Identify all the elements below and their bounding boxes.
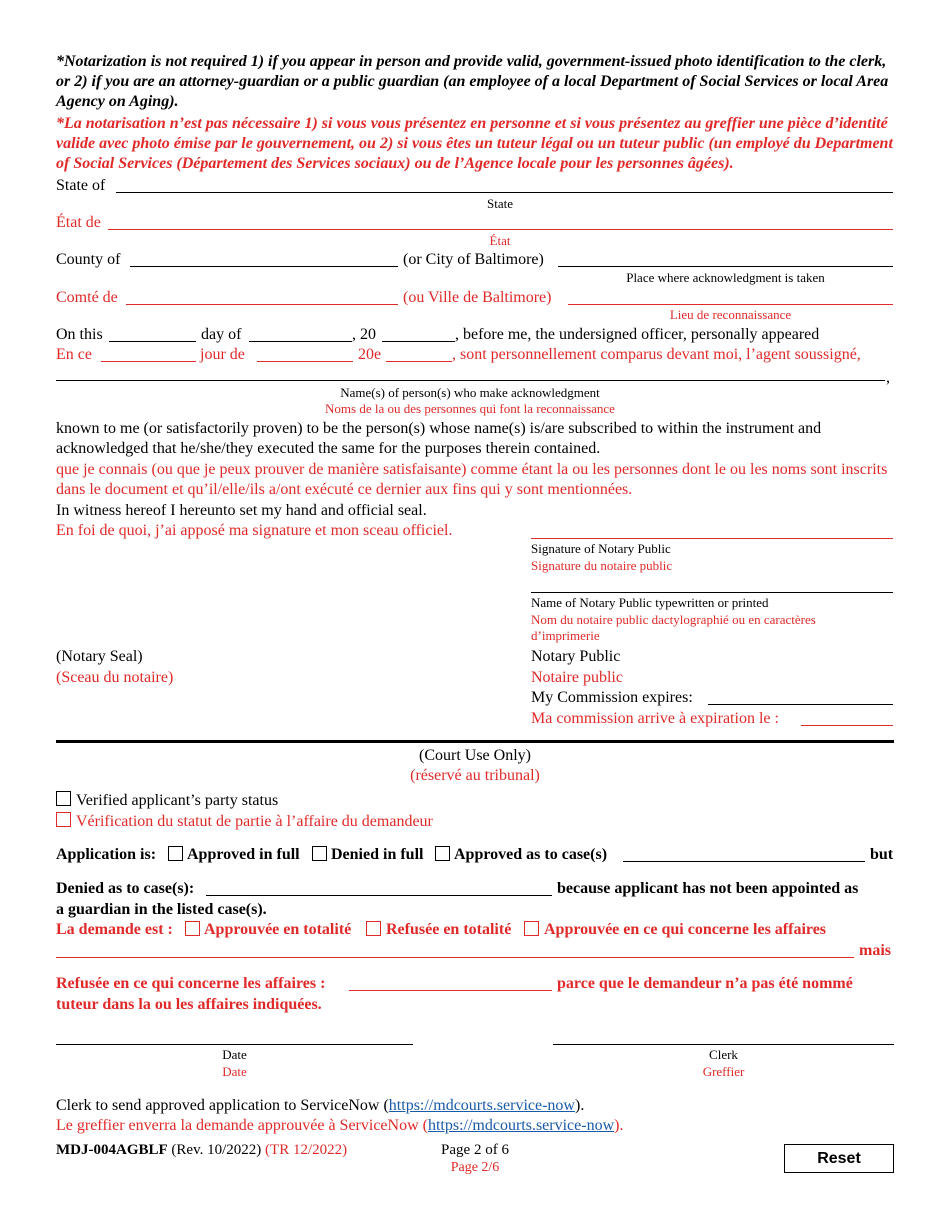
send-instruction-fr: Le greffier enverra la demande approuvée à ServiceNow (https://mdcourts.service-now). [56,1117,624,1134]
day-of-label-fr: jour de [200,346,245,363]
reset-button[interactable]: Reset [784,1144,894,1173]
state-label-fr: État de [56,214,101,231]
application-is-label: Application is: [56,846,157,863]
notary-sig-caption: Signature of Notary Public [531,541,671,556]
denied-cases-label: Denied as to case(s): [56,880,195,897]
commission-label: My Commission expires: [531,689,693,706]
approved-cases-field[interactable] [623,861,865,862]
approved-cases-label-fr: Approuvée en ce qui concerne les affaires [544,921,827,938]
city-label: (or City of Baltimore) [403,251,544,268]
page-number-fr: Page 2/6 [450,1160,500,1175]
but-label: but [870,846,894,863]
denied-full-checkbox[interactable] [312,846,327,861]
servicenow-link-fr[interactable]: https://mdcourts.service-now [427,1117,615,1134]
county-field-fr[interactable] [126,304,398,305]
form-id: MDJ-004AGBLF [56,1142,168,1158]
before-me-text: , before me, the undersigned officer, personally appeared [455,326,820,343]
year-prefix-fr: 20e [358,346,382,363]
form-tr: (TR 12/2022) [265,1142,348,1158]
state-field[interactable] [116,192,893,193]
verified-status-label-fr: Vérification du statut de partie à l’affaire du demandeur [76,813,433,830]
state-caption-fr: État [489,233,511,248]
notary-name-field[interactable] [531,592,893,593]
notary-signature-field[interactable] [531,538,893,539]
month-field[interactable] [249,341,352,342]
approved-full-checkbox[interactable] [168,846,183,861]
on-this-label: On this [56,326,103,343]
page-number: Page 2 of 6 [441,1142,509,1158]
place-field-fr[interactable] [568,304,893,305]
verified-status-checkbox[interactable] [56,791,71,806]
date-caption: Date [222,1047,247,1062]
denied-cases-field[interactable] [206,895,552,896]
commission-field-fr[interactable] [801,725,893,726]
date-caption-fr: Date [222,1064,247,1079]
approved-full-checkbox-fr[interactable] [185,921,200,936]
witness-text-en: In witness hereof I hereunto set my hand and official seal. [56,502,427,519]
approved-full-label-fr: Approuvée en totalité [204,921,352,938]
date-field[interactable] [56,1044,413,1045]
notice-fr: *La notarisation n’est pas nécessaire 1) si vous vous présentez en personne et si vous présentez au greffier une pièce d’identité valide avec photo émise par le gouvernement, ou 2) si vous êtes un tuteur légal ou un tuteur public (un employé du Department of Social Services (Département des Services sociaux) ou de l’Agence locale pour les personnes âgées). [56,115,893,172]
state-field-fr[interactable] [108,229,893,230]
notary-title: Notary Public [531,648,621,665]
notary-name-caption-fr-1: Nom du notaire public dactylographié ou en caractères [531,612,816,627]
year-field-fr[interactable] [386,361,452,362]
servicenow-link[interactable]: https://mdcourts.service-now [388,1097,575,1114]
notary-title-fr: Notaire public [531,669,623,686]
county-field[interactable] [130,266,398,267]
county-label-fr: Comté de [56,289,118,306]
commission-field[interactable] [708,704,893,705]
commission-label-fr: Ma commission arrive à expiration le : [531,710,779,727]
clerk-caption-fr: Greffier [702,1064,745,1079]
before-me-text-fr: , sont personnellement comparus devant moi, l’agent soussigné, [452,346,861,363]
place-field[interactable] [558,266,893,267]
notary-seal-label: (Notary Seal) [56,648,143,665]
names-field[interactable] [56,380,885,381]
place-caption-fr: Lieu de reconnaissance [669,307,792,322]
notary-name-caption-fr-2: d’imprimerie [531,628,600,643]
day-of-label: day of [201,326,242,343]
because-label-fr: parce que le demandeur n’a pas été nommé [557,975,853,992]
city-label-fr: (ou Ville de Baltimore) [403,289,552,306]
known-text-fr: que je connais (ou que je peux prouver de manière satisfaisante) comme étant la ou les personnes dont le ou les noms sont inscrits dans le document et qu’il/elle/ils a/ont exécuté ce dernier aux fins qui y sont mentionnées. [56,461,888,498]
application-is-label-fr: La demande est : [56,921,173,938]
month-field-fr[interactable] [257,361,353,362]
approved-cases-checkbox-fr[interactable] [524,921,539,936]
because-label: because applicant has not been appointed as [557,880,859,897]
year-prefix: , 20 [352,326,376,343]
form-footer [56,1141,347,1160]
but-label-fr: mais [859,942,891,959]
county-label: County of [56,251,121,268]
verified-status-label: Verified applicant’s party status [76,792,279,809]
section-divider [56,740,894,743]
year-field[interactable] [382,341,455,342]
on-this-label-fr: En ce [56,346,92,363]
denied-full-label: Denied in full [331,846,424,863]
form-rev: (Rev. 10/2022) [171,1142,262,1158]
witness-text-fr: En foi de quoi, j’ai apposé ma signature et mon sceau officiel. [56,522,453,539]
names-comma: , [886,369,890,386]
denied-full-checkbox-fr[interactable] [366,921,381,936]
known-text-en: known to me (or satisfactorily proven) to be the person(s) whose name(s) is/are subscribed to within the instrument and acknowledged that he/she/they executed the same for the purposes therein contained. [56,420,822,457]
notice-en: *Notarization is not required 1) if you appear in person and provide valid, government-issued photo identification to the clerk, or 2) if you are an attorney-guardian or a public guardian (an employee of a local Department of Social Services or local Area Agency on Aging). [56,53,889,110]
denied-full-label-fr: Refusée en totalité [386,921,512,938]
clerk-field[interactable] [553,1044,894,1045]
state-caption: State [487,196,513,211]
names-caption: Name(s) of person(s) who make acknowledgment [340,385,600,400]
guardian-listed-label-fr: tuteur dans la ou les affaires indiquées. [56,996,322,1013]
notary-seal-label-fr: (Sceau du notaire) [56,669,174,686]
notary-sig-caption-fr: Signature du notaire public [531,558,673,573]
approved-cases-checkbox[interactable] [435,846,450,861]
court-use-heading: (Court Use Only) [419,747,531,764]
notary-name-caption: Name of Notary Public typewritten or printed [531,595,769,610]
state-label: State of [56,177,106,194]
day-field[interactable] [109,341,196,342]
denied-cases-field-fr[interactable] [349,990,552,991]
verified-status-checkbox-fr[interactable] [56,812,71,827]
denied-cases-label-fr: Refusée en ce qui concerne les affaires : [56,975,326,992]
clerk-caption: Clerk [709,1047,738,1062]
names-caption-fr: Noms de la ou des personnes qui font la reconnaissance [325,401,615,416]
send-instruction-en: Clerk to send approved application to ServiceNow (https://mdcourts.service-now). [56,1097,585,1114]
place-caption: Place where acknowledgment is taken [626,270,825,285]
court-use-heading-fr: (réservé au tribunal) [410,767,540,784]
approved-cases-label: Approved as to case(s) [454,846,608,863]
approved-cases-field-fr[interactable] [56,957,854,958]
approved-full-label: Approved in full [187,846,300,863]
day-field-fr[interactable] [101,361,196,362]
guardian-listed-label: a guardian in the listed case(s). [56,901,267,918]
